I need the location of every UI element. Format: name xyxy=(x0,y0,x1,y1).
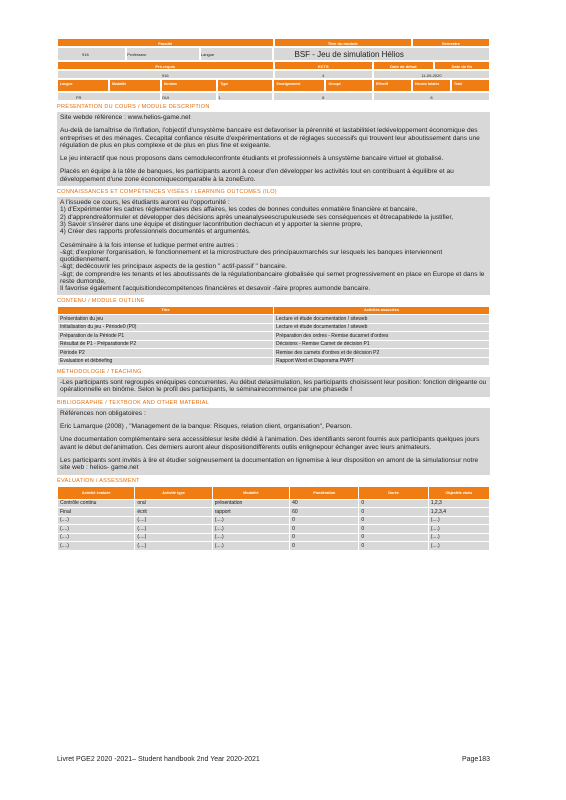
header-professor: Professeur xyxy=(126,47,200,61)
eval-cell: 0 xyxy=(359,525,428,534)
biblio-p3: Une documentation complémentaire sera accessiblesur lesite dédié à l'animation. Des identifiants seront fournis aux participants quelques jours avant le début del'animation. Ces derniers auront aleur dispositiondifférents outils enlignepour échanger avec leurs animateurs. xyxy=(60,436,480,451)
eval-cell: 1,2,3 xyxy=(428,499,489,508)
method-text: -Les participants sont regroupés enéquipes concurrentes. Au début delasimulation, les participants choisissent leur position: fonction dirigeante ou opérationnelle en binôme. Selon le profil des participants, le séminairecommence par une phasede f xyxy=(60,379,487,394)
content-cell: Lecture et étude documentation / siteweb xyxy=(274,323,490,332)
eval-cell: (....) xyxy=(428,542,489,551)
header-col-size: Effectif xyxy=(373,79,412,92)
objective-line: A l'issuede ce cours, les étudiants auront eu l'opportunité : xyxy=(60,199,230,207)
eval-cell: (....) xyxy=(58,533,135,542)
objective-line: 2) d'apprendreàformuler et développer des décisions après uneanalyseescrupuleusede ses conséquences et êtrecapablede la justifier, xyxy=(60,213,454,221)
header-prereq: 916 xyxy=(57,70,274,79)
presentation-p3: Le jeu interactif que nous proposons dans cemoduleconfronte étudiants et professionnels à unsystème bancaire virtuel et globalisé. xyxy=(60,155,444,163)
content-cell: Initialisation du jeu - Période0 (P0) xyxy=(58,323,274,332)
eval-cell: (....) xyxy=(135,542,212,551)
module-title: BSF - Jeu de simulation Hélios xyxy=(273,47,490,61)
table-row xyxy=(58,525,490,534)
eval-cell: (....) xyxy=(428,525,489,534)
content-header-activities: Activités associées xyxy=(274,306,490,315)
content-cell: Lecture et étude documentation / siteweb xyxy=(274,315,490,324)
content-cell: Evaluation et débriefing xyxy=(58,357,274,366)
table-row xyxy=(58,516,490,525)
eval-cell: (....) xyxy=(135,533,212,542)
biblio-p2: Eric Lamarque (2008) , "Management de la banque: Risques, relation client, organisation", Pearson. xyxy=(60,423,353,431)
objective-line: 1) d'Expérimenter les cadres réglementaires des affaires, les codes de bonnes conduites enmatière financière et bancaire, xyxy=(60,206,418,214)
eval-cell: (....) xyxy=(212,525,289,534)
table-row xyxy=(58,323,490,332)
footer-handbook-title: Livret PGE2 2020 -2021– Student handbook 2nd Year 2020-2021 xyxy=(57,756,260,763)
eval-cell: oral xyxy=(135,499,212,508)
eval-header: Objectifs visés xyxy=(428,486,489,499)
eval-cell: (....) xyxy=(212,542,289,551)
header-val-number: 1 xyxy=(217,92,273,101)
objective-line: -&gt; de comprendre les tenants et les aboutissants de la régulationbancaire globalisée qui semet progressivement en place en Europe et dans le reste dumonde, xyxy=(60,270,485,286)
header-language: Langue xyxy=(200,47,274,61)
header-ects-label: ECTS xyxy=(274,61,374,70)
header-end-label: Date de fin xyxy=(434,61,490,70)
content-header-title: Titre xyxy=(58,306,274,315)
eval-cell: (....) xyxy=(58,542,135,551)
eval-header: Modalité xyxy=(212,486,289,499)
content-cell: Remise des carnets d'ordres et de décision P2 xyxy=(274,349,490,358)
header-ects: 4 xyxy=(274,70,374,79)
eval-header: Durée xyxy=(359,486,428,499)
eval-cell: (....) xyxy=(428,533,489,542)
eval-cell: (....) xyxy=(135,516,212,525)
content-cell: Préparation des ordres - Remise ducarnet d'ordres xyxy=(274,332,490,341)
table-row xyxy=(58,340,490,349)
header-prereq-label: Pré-requis xyxy=(57,61,274,70)
presentation-block xyxy=(57,112,490,186)
content-cell: Présentation du jeu xyxy=(58,315,274,324)
eval-cell: (....) xyxy=(58,516,135,525)
eval-cell: 0 xyxy=(290,533,359,542)
table-row xyxy=(58,349,490,358)
table-row xyxy=(58,508,490,517)
biblio-block xyxy=(57,408,490,475)
eval-cell: écrit xyxy=(135,508,212,517)
objectives-block xyxy=(57,197,490,295)
method-title: MÉTHODOLOGIE / TEACHING xyxy=(57,369,142,376)
table-row xyxy=(58,315,490,324)
header-val-modality: OUI xyxy=(161,92,217,101)
eval-cell: (....) xyxy=(212,516,289,525)
header-val-hours: 8 xyxy=(273,92,373,101)
table-row xyxy=(58,542,490,551)
header-val-total: 8 xyxy=(373,92,490,101)
header-col-type: Type xyxy=(217,79,273,92)
method-block xyxy=(57,377,490,397)
eval-cell: 60 xyxy=(290,508,359,517)
header-id: 916 xyxy=(57,47,126,61)
eval-cell: 0 xyxy=(359,499,428,508)
content-table xyxy=(57,306,490,367)
eval-cell: présentation xyxy=(212,499,289,508)
header-col-hours: Heures totales xyxy=(412,79,451,92)
eval-cell: 1,2,3,4 xyxy=(428,508,489,517)
eval-cell: 0 xyxy=(359,516,428,525)
table-row xyxy=(58,499,490,508)
objective-line: 3) Savoir s'insérer dans une équipe et distinguer lacontribution dechacun et y apporter la sienne propre, xyxy=(60,220,363,228)
content-cell: Décisions - Remise Carnet de décision P1 xyxy=(274,340,490,349)
eval-cell: Final xyxy=(58,508,135,517)
eval-cell: 0 xyxy=(290,542,359,551)
table-row xyxy=(58,357,490,366)
header-col-number: Nombre xyxy=(161,79,217,92)
eval-cell: (....) xyxy=(58,525,135,534)
presentation-p2: Au-delà de lamaîtrise de l'inflation, l'objectif d'unsystème bancaire est defavoriser la pérennité et lastabilitéet ledéveloppement économique des entreprises et des ménages. Cecapital confiance résulte d'expérimentations et de réglages successifs qui trouvent leur aboutissement dans une régulation de plus en plus complexe et de plus en plus fine et exigeante. xyxy=(60,127,480,149)
course-sheet xyxy=(57,38,490,551)
eval-cell: 0 xyxy=(290,516,359,525)
content-cell: Préparation de la Période P1 xyxy=(58,332,274,341)
content-title: CONTENU / MODULE OUTLINE xyxy=(57,297,145,304)
eval-header: Activité type xyxy=(135,486,212,499)
presentation-title: PRÉSENTATION DU COURS / MODULE DESCRIPTION xyxy=(57,104,210,110)
footer-page-number: Page183 xyxy=(461,756,490,763)
objective-line: -&gt; d'explorer l'organisation, le fonctionnement et la microstructure des principauxmarchés sur lesquels les banques interviennent quotidiennement. xyxy=(60,248,443,264)
eval-cell: Contrôle continu xyxy=(58,499,135,508)
biblio-title: BIBLIOGRAPHIE / TEXTBOOK AND OTHER MATERIAL xyxy=(57,399,210,406)
eval-cell: 0 xyxy=(359,533,428,542)
page-footer xyxy=(57,756,490,763)
eval-table xyxy=(57,486,490,551)
objective-line: -&gt; dedécouvrir les principaux aspects de la gestion " actif-passif " bancaire. xyxy=(60,263,287,271)
eval-title: ÉVALUATION / ASSESSMENT xyxy=(57,477,140,484)
content-cell: Rapport Word et Diaporama PWPT xyxy=(274,357,490,366)
objectives-title: CONNAISSANCES ET COMPÉTENCES VISÉES / LEARNING OUTCOMES (ILO) xyxy=(57,189,277,196)
presentation-p4: Placés en équipe à la tête de banques, les participants auront à coeur d'en développer les activités tout en contribuant à équilibre et au développement d'une zone économiquecomparable à la zoneEuro. xyxy=(60,168,454,183)
eval-cell: 0 xyxy=(290,525,359,534)
objective-line: 4) Créer des rapports professionnels documentés et argumentés. xyxy=(60,228,251,236)
eval-header: Activité évaluée xyxy=(58,486,135,499)
header-module-label: Titre du module xyxy=(274,38,413,47)
header-col-total: Total xyxy=(451,79,490,92)
presentation-p1: Site webde référence : www.helios-game.net xyxy=(60,114,191,121)
eval-cell: (....) xyxy=(135,525,212,534)
biblio-p1: Références non obligatoires : xyxy=(60,409,146,417)
biblio-p4: Les participants sont invités à lire et étudier soigneusement la documentation en lignemise à leur disposition en amont de la simulationsur notre site web : helios- game.net xyxy=(60,456,479,472)
header-start-label: Date de début xyxy=(373,61,434,70)
header-faculty-label: Faculté xyxy=(57,38,274,47)
objective-line: Il favorise également l'acquisitiondecompétences financières et desavoir -faire propres aumonde bancaire. xyxy=(60,285,371,293)
eval-cell: 0 xyxy=(359,542,428,551)
header-semester-label: Semestre xyxy=(412,38,490,47)
eval-cell: 40 xyxy=(290,499,359,508)
content-cell: Résultat de P1 - Préparationde P2 xyxy=(58,340,274,349)
header-col-modality: Modalité xyxy=(109,79,161,92)
objective-line: Ceséminaire à la fois intense et ludique permet entre autres : xyxy=(60,241,239,249)
table-row xyxy=(58,332,490,341)
eval-header: Pondération xyxy=(290,486,359,499)
header-grid xyxy=(57,38,490,101)
header-col-group: Groupe xyxy=(325,79,373,92)
table-row xyxy=(58,533,490,542)
header-val-language: FR xyxy=(57,92,161,101)
header-col-teaching: Enseignement xyxy=(273,79,325,92)
eval-cell: 0 xyxy=(359,508,428,517)
header-dates: 11-09-2020 xyxy=(373,70,490,79)
content-cell: Période P2 xyxy=(58,349,274,358)
eval-cell: (....) xyxy=(212,533,289,542)
eval-cell: rapport xyxy=(212,508,289,517)
header-col-language: Langue xyxy=(57,79,109,92)
eval-cell: (....) xyxy=(428,516,489,525)
